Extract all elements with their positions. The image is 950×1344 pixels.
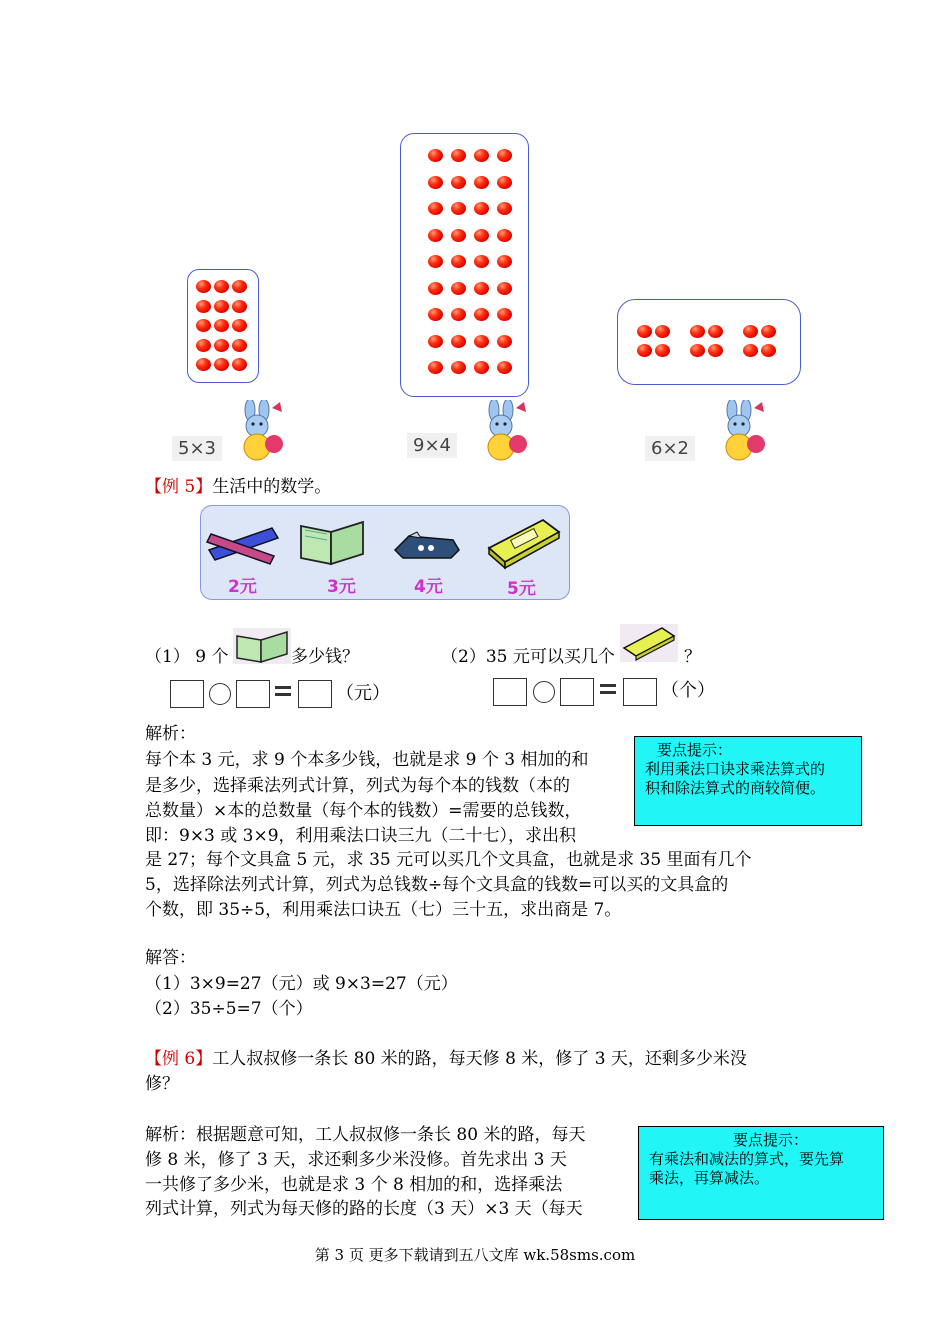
question-1-prefix: （1） 9 个 (145, 647, 229, 667)
price-label: 2元 (228, 577, 257, 597)
apple (743, 344, 758, 357)
book-icon (297, 516, 369, 568)
equation-label-9x4: 9×4 (407, 433, 457, 458)
apple (214, 339, 229, 352)
apple (196, 319, 211, 332)
rabbit-icon (232, 400, 288, 464)
apple (428, 361, 443, 374)
equals-sign (600, 684, 616, 694)
apple (708, 325, 723, 338)
answer-label: 解答： (145, 948, 196, 968)
rabbit-icon (476, 400, 532, 464)
apple (196, 280, 211, 293)
apple (474, 255, 489, 268)
answer-box (298, 680, 332, 708)
equation-label-5x3: 5×3 (172, 436, 222, 461)
stationery-panel (200, 505, 570, 600)
apple (428, 335, 443, 348)
key-point-hint (634, 736, 862, 826)
example6-tag: 【例 6】 (145, 1049, 213, 1069)
analysis-line: 总数量）×本的总数量（每个本的钱数）=需要的总钱数， (145, 801, 582, 821)
apple (474, 176, 489, 189)
hint-line: 积和除法算式的商较简便。 (645, 779, 826, 797)
equation-label-6x2: 6×2 (645, 436, 695, 461)
sharpener-icon (391, 524, 463, 564)
apple (196, 339, 211, 352)
example6-analysis-line: 解析：根据题意可知，工人叔叔修一条长 80 米的路，每天 (145, 1125, 586, 1145)
analysis-line: 是 27；每个文具盒 5 元，求 35 元可以买几个文具盒，也就是求 35 里面有几个 (145, 850, 752, 870)
page-footer: 第 3 页 更多下载请到五八文库 wk.58sms.com (314, 1246, 636, 1264)
hint-title: 要点提示： (657, 741, 733, 759)
apple (474, 229, 489, 242)
example5-heading (145, 474, 331, 500)
example5-title: 生活中的数学。 (212, 477, 332, 497)
apple (690, 325, 705, 338)
answer-box (560, 678, 594, 706)
apple (196, 358, 211, 371)
price-label: 4元 (414, 577, 443, 597)
apple (497, 335, 512, 348)
apple (474, 308, 489, 321)
apple (708, 344, 723, 357)
apple (497, 202, 512, 215)
apple (196, 300, 211, 313)
apple (232, 319, 247, 332)
analysis-line: 是多少，选择乘法列式计算，列式为每个本的钱数（本的 (145, 776, 570, 796)
example6-question-line: 工人叔叔修一条长 80 米的路，每天修 8 米，修了 3 天，还剩多少米没 (212, 1049, 747, 1069)
apple (428, 202, 443, 215)
apple (451, 255, 466, 268)
apple (451, 308, 466, 321)
apple (474, 149, 489, 162)
answer-box (170, 680, 204, 708)
example6-analysis-line: 修 8 米，修了 3 天，求还剩多少米没修。首先求出 3 天 (145, 1150, 567, 1170)
pencil-box-icon (620, 624, 678, 662)
key-point-hint (638, 1126, 884, 1220)
question-2-prefix: （2）35 元可以买几个 (441, 647, 615, 667)
apple (428, 282, 443, 295)
apple (497, 308, 512, 321)
apple (655, 344, 670, 357)
apple (214, 280, 229, 293)
apple (474, 282, 489, 295)
operator-circle (209, 683, 231, 705)
apple (637, 344, 652, 357)
apple (497, 255, 512, 268)
apple (655, 325, 670, 338)
apple (232, 358, 247, 371)
apple (743, 325, 758, 338)
apple (451, 176, 466, 189)
answer-box (493, 678, 527, 706)
analysis-line: 即：9×3 或 3×9，利用乘法口诀三九（二十七），求出积 (145, 826, 577, 846)
apple (690, 344, 705, 357)
hint-line: 有乘法和减法的算式，要先算 (649, 1150, 845, 1168)
answer-box (236, 680, 270, 708)
rabbit-icon (714, 400, 770, 464)
hint-title: 要点提示： (733, 1131, 809, 1149)
apple (428, 149, 443, 162)
example6-question-line: 修？ (145, 1074, 179, 1094)
apple (474, 202, 489, 215)
question-1-suffix: 多少钱？ (291, 647, 359, 667)
apple (214, 319, 229, 332)
example6-analysis-line: 列式计算，列式为每天修的路的长度（3 天）×3 天（每天 (145, 1199, 583, 1219)
hint-line: 乘法，再算减法。 (649, 1169, 770, 1187)
book-icon (233, 628, 291, 664)
apple (214, 358, 229, 371)
example6-question (145, 1046, 747, 1072)
apple (497, 361, 512, 374)
analysis-label: 解析： (145, 724, 196, 744)
apple (451, 149, 466, 162)
example6-analysis-line: 一共修了多少米，也就是求 3 个 8 相加的和，选择乘法 (145, 1175, 563, 1195)
apple (474, 361, 489, 374)
apple (428, 308, 443, 321)
apple (474, 335, 489, 348)
apple (451, 202, 466, 215)
apple (232, 300, 247, 313)
operator-circle (533, 681, 555, 703)
ruler-icon (206, 520, 281, 568)
unit-label: （元） (336, 683, 390, 704)
question-2-suffix: ？ (684, 647, 701, 667)
apple-box-6x2 (617, 299, 801, 385)
answer-line: （2）35÷5=7（个） (145, 999, 313, 1019)
hint-line: 利用乘法口诀求乘法算式的 (645, 760, 826, 778)
apple (761, 325, 776, 338)
apple (497, 176, 512, 189)
analysis-line: 每个本 3 元，求 9 个本多少钱，也就是求 9 个 3 相加的和 (145, 750, 589, 770)
analysis-line: 个数，即 35÷5，利用乘法口诀五（七）三十五，求出商是 7。 (145, 900, 622, 920)
answer-line: （1）3×9=27（元）或 9×3=27（元） (145, 974, 458, 994)
apple (497, 229, 512, 242)
example5-tag: 【例 5】 (145, 477, 213, 497)
apple (497, 282, 512, 295)
apple (761, 344, 776, 357)
pencil-box-icon (485, 514, 563, 570)
apple (428, 229, 443, 242)
apple (451, 282, 466, 295)
apple (428, 255, 443, 268)
apple (428, 176, 443, 189)
unit-label: （个） (661, 680, 715, 701)
equals-sign (275, 686, 291, 696)
apple (451, 335, 466, 348)
price-label: 3元 (327, 577, 356, 597)
apple (497, 149, 512, 162)
analysis-line: 5，选择除法列式计算，列式为总钱数÷每个文具盒的钱数=可以买的文具盒的 (145, 875, 729, 895)
answer-box (623, 678, 657, 706)
price-label: 5元 (507, 579, 536, 599)
apple (232, 339, 247, 352)
apple (232, 280, 247, 293)
apple (637, 325, 652, 338)
apple (451, 361, 466, 374)
apple (451, 229, 466, 242)
apple (214, 300, 229, 313)
